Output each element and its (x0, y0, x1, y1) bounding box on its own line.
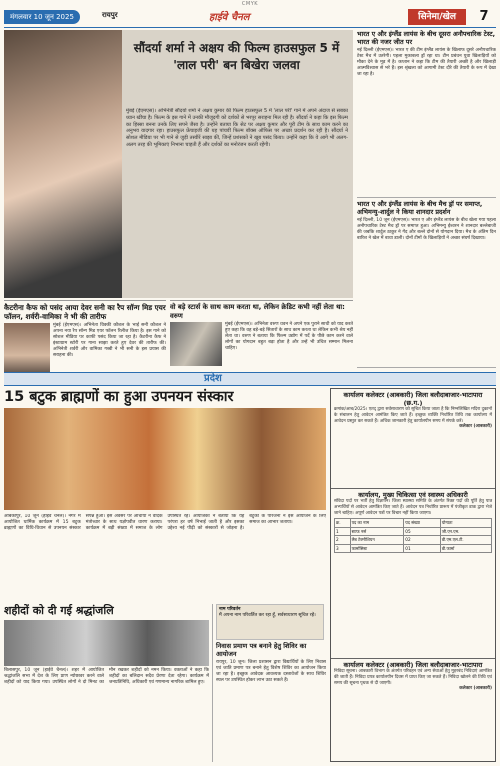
notice-excise-2-title: कार्यालय कलेक्टर (आबकारी) जिला बलौदाबाजार-भाटापारा (343, 661, 483, 669)
lead-story (4, 30, 353, 298)
notice-excise-1-title: कार्यालय कलेक्टर (आबकारी) जिला बलौदाबाजार-भाटापारा (छ.ग.) (343, 391, 483, 407)
notice-health (331, 489, 495, 659)
katrina-story-body: मुंबई (ईएमएस)। अभिनेता विक्की कौशल के भाई सनी कौशल ने अपना नया रैप सॉन्ग मिड एयर फॉलन रिलीज किया है। इस गाने को सोशल मीडिया पर काफी पसंद किया जा रहा है। कैटरीना कैफ ने इंस्टाग्राम स्टोरी पर गाना साझा करते हुए देवर की तारीफ की। अभिनेत्री शर्वरी और वामिका गब्बी ने भी सनी के इस प्रयास की सराहना की। (53, 323, 166, 359)
lead-story-body: मुंबई (ईएमएस)। अभिनेत्री सौंदर्या शर्मा ने अक्षय कुमार की फिल्म हाउसफुल 5 में 'लाल परी' गाने में अपने अंदाज से सबका ध्यान खींचा है। फिल्म के इस गाने में उनकी मौजूदगी को दर्शकों से भरपूर सराहना मिल रही है। सौंदर्या ने कहा कि इस फिल्म का हिस्सा बनना उनके लिए सपने जैसा है। उन्होंने बताया कि सेट पर अक्षय कुमार और पूरी टीम के साथ काम करने का अनुभव यादगार रहा। हाउसफुल फ्रेंचाइजी की यह पांचवीं फिल्म बॉक्स ऑफिस पर अच्छा प्रदर्शन कर रही है। सौंदर्या ने सोशल मीडिया पर भी गाने से जुड़ी तस्वीरें साझा कीं, जिन्हें प्रशंसकों ने खूब पसंद किया। उन्होंने कहा कि वे आगे भी अलग-अलग तरह की भूमिकाएं निभाना चाहती हैं और दर्शकों का मनोरंजन करती रहेंगी। (126, 108, 348, 148)
lead-story-headline: सौंदर्या शर्मा ने अक्षय की फिल्म हाउसफुल 5 में 'लाल परी' बन बिखेरा जलवा (133, 41, 340, 72)
notice-excise-2-signature: कलेक्टर (आबकारी) (459, 686, 492, 692)
section-band-pradesh (4, 372, 496, 386)
upanayan-story-body: अंबिकापुर, 10 जून (हाईवे चैनल)। नगर में आयोजित धार्मिक कार्यक्रम में 15 बटुक ब्राह्मणों का विधि-विधान से उपनयन संस्कार संपन्न हुआ। इस अवसर पर आचार्यों ने वैदिक मंत्रोच्चार के साथ यज्ञोपवीत धारण कराया। कार्यक्रम में बड़ी संख्या में समाज के लोग उपस्थित रहे। आयोजकों ने बताया कि यह परंपरा हर वर्ष निभाई जाती है और इसका उद्देश्य नई पीढ़ी को संस्कारों से जोड़ना है। बटुकों के परिजनों ने इस आयोजन के लिए समाज का आभार जताया। (4, 514, 326, 532)
table-cell: लैब टेक्नीशियन (350, 536, 404, 544)
page-header (4, 8, 496, 26)
table-row (335, 544, 492, 552)
notice-health-body: संविदा पदों पर भर्ती हेतु विज्ञापन। जिला स्वास्थ्य समिति के अंतर्गत रिक्त पदों की पूर्ति हेतु पात्र अभ्यर्थियों से आवेदन आमंत्रित किए जाते हैं। आवेदन पत्र निर्धारित प्रारूप में पंजीकृत डाक द्वारा भेजे जाने चाहिए। अपूर्ण आवेदन पत्रों पर विचार नहीं किया जाएगा। (334, 499, 492, 516)
sports-story-1 (357, 30, 496, 198)
table-cell: 1 (335, 527, 351, 535)
sports-story-1-body: नई दिल्ली (ईएमएस)। भारत ए की टीम इंग्लैंड लायंस के खिलाफ दूसरे अनौपचारिक टेस्ट मैच में उतरेगी। पहला मुकाबला ड्रॉ रहा था। टीम प्रबंधन युवा खिलाड़ियों को मौका देने के मूड में है। कप्तान ने कहा कि टीम की तैयारी अच्छी है और खिलाड़ी आत्मविश्वास से भरे हैं। इस श्रृंखला को आगामी टेस्ट दौरे की तैयारी के रूप में देखा जा रहा है। (357, 48, 496, 78)
masthead-brand: हाईवे चैनल (209, 12, 250, 23)
table-cell: डी.फार्मा (440, 544, 491, 552)
table-cell: क्र. (335, 519, 351, 527)
sports-story-2-body: नई दिल्ली, 10 जून (ईएमएस)। भारत ए और इंग्लैंड लायंस के बीच खेला गया पहला अनौपचारिक टेस्ट मैच ड्रॉ पर समाप्त हुआ। अभिमन्यु ईश्वरन ने शानदार बल्लेबाजी की जबकि शार्दुल ठाकुर ने गेंद और बल्ले दोनों से योगदान दिया। मैच के अंतिम दिन बारिश ने खेल में बाधा डाली। दोनों टीमों के खिलाड़ियों ने अच्छा संघर्ष दिखाया। (357, 218, 496, 242)
upanayan-story (4, 388, 326, 514)
issue-date: मंगलवार 10 जून 2025 (4, 10, 80, 24)
shraddhanjali-body: बिलासपुर, 10 जून (हाईवे चैनल)। शहर में आयोजित श्रद्धांजलि सभा में देश के लिए प्राण न्योछावर करने वाले शहीदों को याद किया गया। उपस्थित लोगों ने दो मिनट का मौन रखकर शहीदों को नमन किया। वक्ताओं ने कहा कि शहीदों का बलिदान सदैव प्रेरणा देता रहेगा। कार्यक्रम में जनप्रतिनिधि, अधिकारी एवं गणमान्य नागरिक शामिल हुए। (4, 668, 209, 686)
name-change-text: मैं अपना नाम परिवर्तित कर रहा हूँ, सर्वसाधारण सूचित रहें। (219, 613, 316, 618)
sports-column (357, 30, 496, 370)
table-cell: 3 (335, 544, 351, 552)
sports-story-1-headline: भारत ए और इंग्लैंड लायंस के बीच दूसरा अनौपचारिक टेस्ट, भारत की नजर जीत पर (357, 30, 496, 46)
notice-health-title: कार्यालय, मुख्य चिकित्सा एवं स्वास्थ्य अधिकारी (358, 491, 468, 499)
table-cell: फार्मासिस्ट (350, 544, 404, 552)
upanayan-story-headline: 15 बटुक ब्राह्मणों का हुआ उपनयन संस्कार (4, 389, 234, 405)
upanayan-story-photo (4, 408, 326, 510)
table-cell: 05 (404, 527, 441, 535)
varun-story-body: मुंबई (ईएमएस)। अभिनेता वरुण धवन ने अपने एक पुराने साथी को याद करते हुए कहा कि वह बड़े-बड़े सितारों के साथ काम करता था लेकिन कभी श्रेय नहीं लेता था। वरुण ने बताया कि फिल्म उद्योग में पर्दे के पीछे काम करने वाले लोगों का योगदान बहुत बड़ा होता है और उन्हें भी उचित सम्मान मिलना चाहिए। (225, 322, 353, 352)
lead-story-photo (4, 30, 122, 298)
name-change-title: नाम परिवर्तन (219, 607, 241, 612)
nivas-story (212, 604, 326, 762)
katrina-story-photo (4, 323, 50, 377)
shraddhanjali-photo (4, 620, 209, 666)
table-row (335, 527, 492, 535)
page-number: 7 (479, 9, 489, 24)
table-row (335, 536, 492, 544)
table-cell: 01 (404, 544, 441, 552)
sports-story-2 (357, 200, 496, 368)
table-cell: योग्यता (440, 519, 491, 527)
edition-city: रायपुर (102, 11, 118, 19)
shraddhanjali-headline: शहीदों को दी गई श्रद्धांजलि (4, 604, 114, 617)
table-cell: स्टाफ नर्स (350, 527, 404, 535)
notice-excise-1-body: क्रमांक/आब/2025। एतद् द्वारा सर्वसाधारण को सूचित किया जाता है कि निम्नलिखित मदिरा दुकानों के संचालन हेतु आवेदन आमंत्रित किए जाते हैं। इच्छुक व्यक्ति निर्धारित तिथि तक कार्यालय में आवेदन प्रस्तुत कर सकते हैं। अधिक जानकारी हेतु कार्यालयीन समय में संपर्क करें। (334, 407, 492, 424)
public-notices (330, 388, 496, 762)
table-cell: पद का नाम (350, 519, 404, 527)
table-cell: 2 (335, 536, 351, 544)
table-cell: पद संख्या (404, 519, 441, 527)
notice-excise-1 (331, 389, 495, 489)
table-cell: डी.एम.एल.टी. (440, 536, 491, 544)
table-cell: जी.एन.एम. (440, 527, 491, 535)
section-band-label: प्रदेश (204, 373, 222, 384)
header-divider (4, 27, 496, 28)
varun-story-photo (170, 322, 222, 366)
table-cell: 02 (404, 536, 441, 544)
sports-story-2-headline: भारत ए और इंग्लैंड लायंस के बीच मैच ड्रॉ पर समाप्त, अभिमन्यु-शार्दुल ने किया शानदार प्रदर्शन (357, 200, 483, 216)
nivas-story-body: रायपुर, 10 जून। जिला प्रशासन द्वारा विद्यार्थियों के लिए निवास एवं जाति प्रमाण पत्र बनाने हेतु विशेष शिविर का आयोजन किया जा रहा है। इच्छुक आवेदक आवश्यक दस्तावेजों के साथ शिविर स्थल पर उपस्थित होकर लाभ उठा सकते हैं। (216, 660, 326, 684)
notice-excise-2 (331, 659, 495, 761)
table-row (335, 519, 492, 527)
notice-excise-1-signature: कलेक्टर (आबकारी) (459, 424, 492, 430)
shraddhanjali-story (4, 604, 209, 762)
varun-story-headline: वो बड़े स्टार्स के साथ काम करता था, लेकिन क्रेडिट कभी नहीं लेता था: वरुण (170, 303, 345, 320)
notice-excise-2-body: निविदा सूचना। आबकारी विभाग के अंतर्गत परिवहन एवं अन्य सेवाओं हेतु मुहरबंद निविदाएं आमंत्रित की जाती हैं। निविदा प्रपत्र कार्यालयीन दिवस में प्राप्त किए जा सकते हैं। निविदा खोलने की तिथि एवं समय की सूचना पृथक से दी जाएगी। (334, 669, 492, 686)
notice-health-table (334, 518, 492, 553)
katrina-story-headline: कैटरीना कैफ को पसंद आया देवर सनी का रैप सॉन्ग मिड एयर फॉलन, शर्वरी-वामिका ने भी की तारीफ (4, 303, 166, 321)
print-color-marker: CMYK (241, 1, 259, 7)
name-change-notice (216, 604, 324, 640)
section-label: सिनेमा/खेल (408, 9, 466, 25)
nivas-story-headline: निवास प्रमाण पत्र बनाने हेतु शिविर का आयोजन (216, 642, 307, 658)
